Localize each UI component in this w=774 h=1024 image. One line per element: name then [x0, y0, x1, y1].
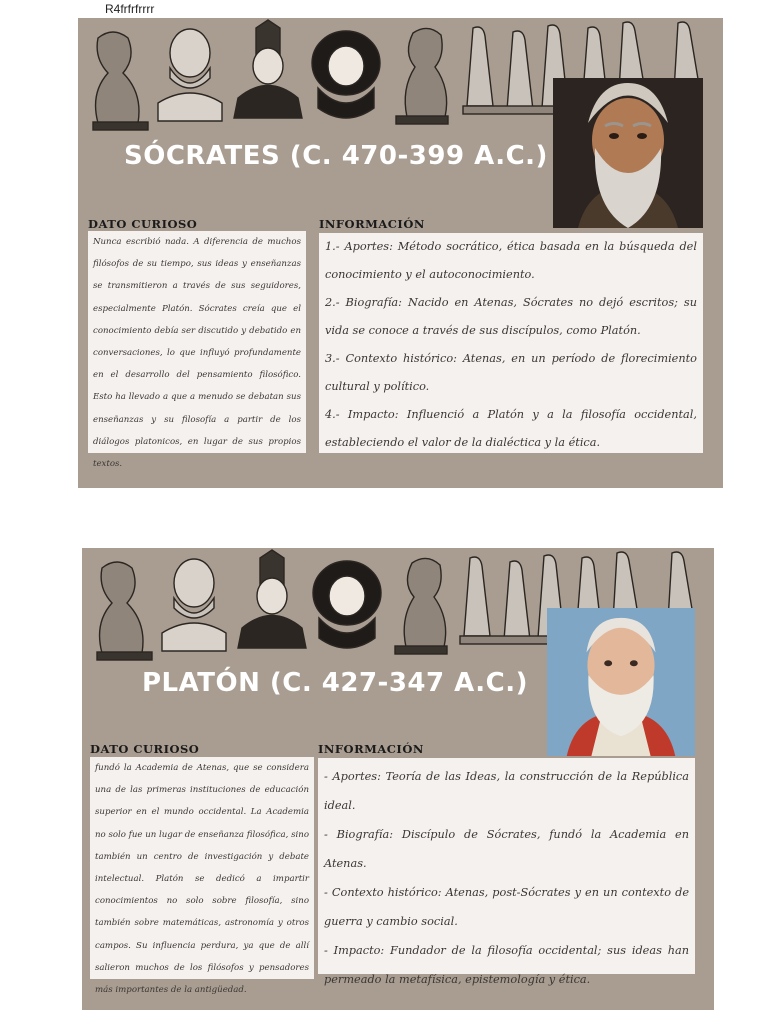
info-item-contexto: - Contexto histórico: Atenas, post-Sócrates y en un contexto de guerra y cambio social.: [324, 886, 689, 928]
page-note: R4frfrfrrrr: [105, 2, 155, 16]
info-label: INFORMACIÓN: [318, 742, 424, 756]
info-item-impacto: - Impacto: Fundador de la filosofía occidental; sus ideas han permeado la metafísica, epistemología y ética.: [324, 944, 689, 986]
info-item-aportes: 1.- Aportes: Método socrático, ética basada en la búsqueda del conocimiento y el autoconocimiento.: [325, 240, 697, 281]
socrates-card: [78, 18, 723, 488]
plato-card: [82, 548, 714, 1010]
info-item-impacto: 4.- Impacto: Influenció a Platón y a la filosofía occidental, estableciendo el valor de la dialéctica y la ética.: [325, 408, 697, 449]
fun-fact-text: fundó la Academia de Atenas, que se considera una de las primeras instituciones de educación superior en el mundo occidental. La Academia no solo fue un lugar de enseñanza filosófica, sino también un centro de investigación y debate intelectual. Platón se dedicó a impartir conocimientos no solo sobre filosofía, sino también sobre matemáticas, astronomía y otros campos. Su influencia perdura, ya que de allí salieron muchos de los filósofos y pensadores más importantes de la antigüedad.: [90, 757, 314, 979]
fun-fact-text: Nunca escribió nada. A diferencia de muchos filósofos de su tiempo, sus ideas y enseñanzas se transmitieron a través de sus seguidores, especialmente Platón. Sócrates creía que el conocimiento debía ser discutido y debatido en conversaciones, lo que influyó profundamente en el desarrollo del pensamiento filosófico. Esto ha llevado a que a menudo se debatan sus enseñanzas y su filosofía a partir de los diálogos platonicos, en lugar de sus propios textos.: [88, 231, 306, 453]
info-item-contexto: 3.- Contexto histórico: Atenas, en un período de florecimiento cultural y político.: [325, 352, 697, 393]
info-item-biografia: 2.- Biografía: Nacido en Atenas, Sócrates no dejó escritos; su vida se conoce a través de sus discípulos, como Platón.: [325, 296, 697, 337]
info-item-biografia: - Biografía: Discípulo de Sócrates, fundó la Academia en Atenas.: [324, 828, 689, 870]
card-title: PLATÓN (C. 427-347 A.C.): [142, 668, 528, 698]
info-item-aportes: - Aportes: Teoría de las Ideas, la construcción de la República ideal.: [324, 770, 689, 812]
fun-fact-label: DATO CURIOSO: [88, 217, 198, 231]
info-list: [318, 758, 695, 986]
card-title: SÓCRATES (C. 470-399 A.C.): [124, 141, 548, 171]
info-label: INFORMACIÓN: [319, 217, 425, 231]
info-list: [319, 233, 703, 453]
fun-fact-label: DATO CURIOSO: [90, 742, 200, 756]
